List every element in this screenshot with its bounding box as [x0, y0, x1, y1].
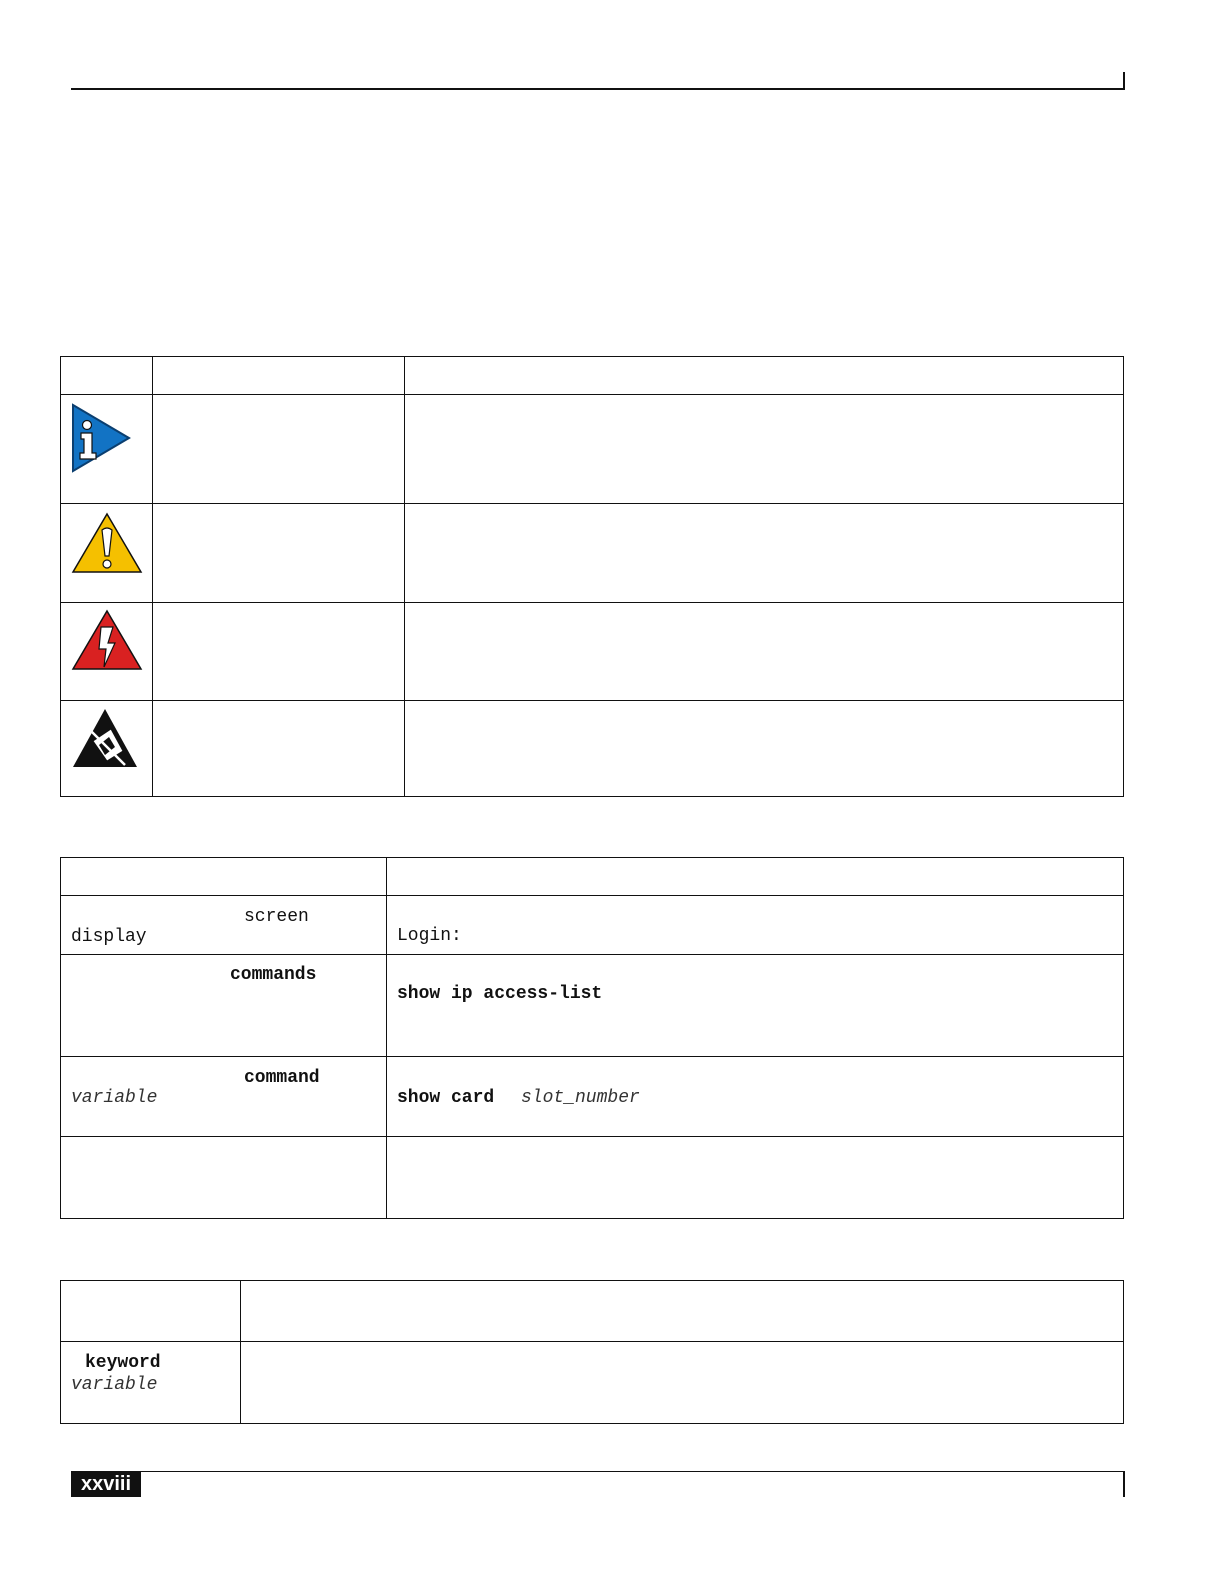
syntax-row-keyword-variable	[61, 1342, 1124, 1424]
notice-desc-cell	[405, 395, 1124, 504]
typography-table	[60, 857, 1124, 1219]
notice-desc-cell	[405, 701, 1124, 797]
typography-row-command-variable	[61, 1057, 1124, 1137]
notice-icon-cell	[61, 603, 153, 701]
command-label: command	[244, 1068, 320, 1088]
notice-table-header-row	[61, 357, 1124, 395]
notice-icon-cell	[61, 701, 153, 797]
typography-row-screen-display	[61, 896, 1124, 955]
header-rule	[71, 88, 1125, 90]
notice-desc-cell	[405, 603, 1124, 701]
syntax-header-convention-cell	[61, 1281, 241, 1342]
footer-rule-tick	[1123, 1471, 1125, 1497]
notice-icon-cell	[61, 504, 153, 603]
typography-header-convention-cell	[61, 858, 387, 896]
notice-type-cell	[153, 395, 405, 504]
notice-type-cell	[153, 603, 405, 701]
notice-type-cell	[153, 701, 405, 797]
note-icon	[71, 403, 131, 473]
notice-row-note	[61, 395, 1124, 504]
description-cell	[241, 1342, 1124, 1424]
footer-rule	[71, 1471, 1125, 1472]
description-cell	[387, 1057, 1124, 1137]
page-number: xxviii	[71, 1472, 141, 1497]
login-example: Login:	[397, 926, 462, 946]
notice-header-desc-cell	[405, 357, 1124, 395]
notice-desc-cell	[405, 504, 1124, 603]
typography-row-commands	[61, 955, 1124, 1057]
syntax-table	[60, 1280, 1124, 1424]
notice-row-warning	[61, 603, 1124, 701]
caution-icon	[71, 512, 143, 574]
command-example: show ip access-list	[397, 984, 603, 1004]
convention-cell	[61, 955, 387, 1057]
notice-row-caution	[61, 504, 1124, 603]
notice-type-cell	[153, 504, 405, 603]
typography-header-row	[61, 858, 1124, 896]
convention-cell	[61, 896, 387, 955]
display-label: display	[71, 927, 147, 947]
notice-header-icon-cell	[61, 357, 153, 395]
convention-cell	[61, 1137, 387, 1219]
notice-icon-table	[60, 356, 1124, 797]
description-cell	[387, 1137, 1124, 1219]
screen-label: screen	[244, 907, 309, 927]
notice-header-type-cell	[153, 357, 405, 395]
warning-icon	[71, 609, 143, 671]
syntax-header-desc-cell	[241, 1281, 1124, 1342]
variable-label: variable	[71, 1375, 158, 1395]
notice-icon-cell	[61, 395, 153, 504]
command-example: show card	[397, 1088, 495, 1108]
convention-cell	[61, 1342, 241, 1424]
notice-row-esd	[61, 701, 1124, 797]
variable-label: variable	[71, 1088, 158, 1108]
esd-icon	[71, 707, 139, 769]
convention-cell	[61, 1057, 387, 1137]
variable-example: slot_number	[521, 1088, 640, 1108]
typography-row-empty	[61, 1137, 1124, 1219]
keyword-label: keyword	[85, 1353, 161, 1373]
description-cell	[387, 896, 1124, 955]
typography-header-desc-cell	[387, 858, 1124, 896]
description-cell	[387, 955, 1124, 1057]
header-rule-tick	[1123, 72, 1125, 90]
syntax-header-row	[61, 1281, 1124, 1342]
commands-label: commands	[230, 965, 317, 985]
